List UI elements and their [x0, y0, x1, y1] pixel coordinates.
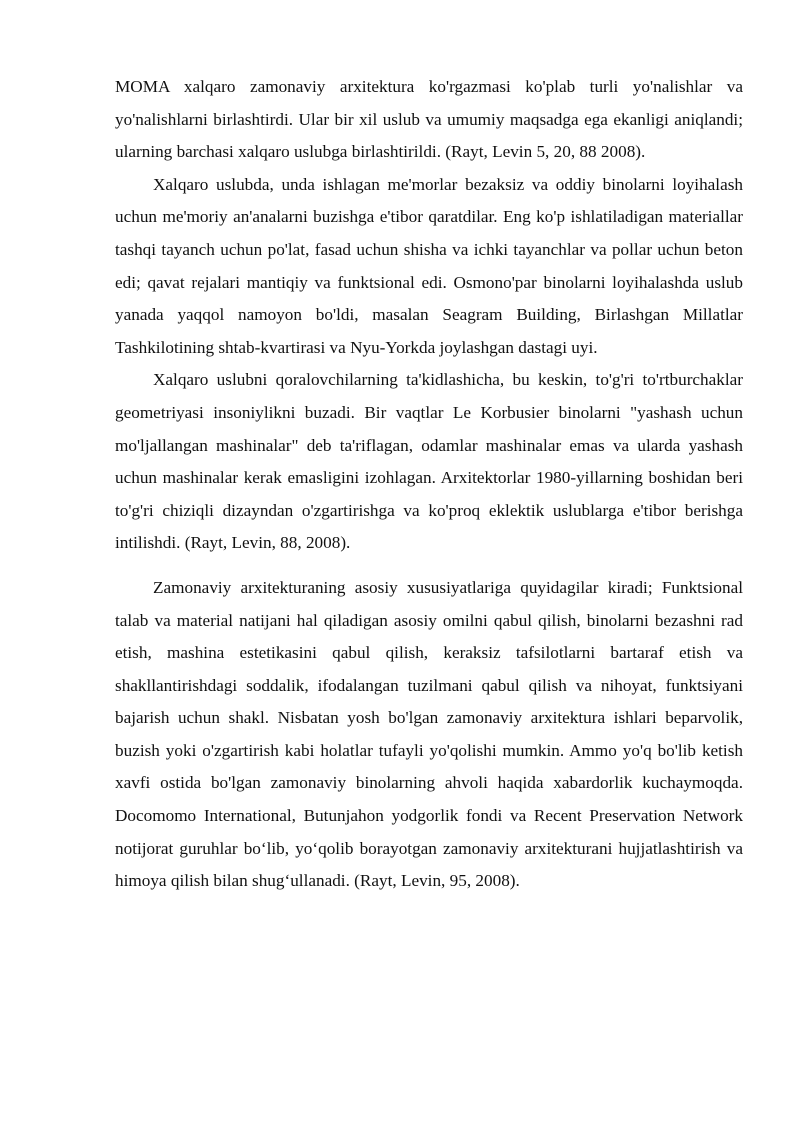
- paragraph-critics: Xalqaro uslubni qoralovchilarning ta'kidlashicha, bu keskin, to'g'ri to'rtburchaklar geometriyasi insoniylikni buzadi. Bir vaqtlar Le Korbusier binolarni "yashash uchun mo'ljallangan mashinalar" deb ta'riflagan, odamlar mashinalar emas va ularda yashash uchun mashinalar kerak emasligini izohlagan. Arxitektorlar 1980-yillarning boshidan beri to'g'ri chiziqli dizayndan o'zgartirishga va ko'proq eklektik uslublarga e'tibor berishga intilishdi. (Rayt, Levin, 88, 2008).: [115, 370, 743, 553]
- paragraph-modern-features: Zamonaviy arxitekturaning asosiy xususiyatlariga quyidagilar kiradi; Funktsional talab va material natijani hal qiladigan asosiy omilni qabul qilish, binolarni bezashni rad etish, mashina estetikasini qabul qilish, keraksiz tafsilotlarni bartaraf etish va shakllantirishdagi soddalik, ifodalangan tuzilmani qabul qilish va nihoyat, funktsiyani bajarish uchun shakl. Nisbatan yosh bo'lgan zamonaviy arxitektura ishlari beparvolik, buzish yoki o'zgartirish kabi holatlar tufayli yo'qolishi mumkin. Ammo yo'q bo'lib ketish xavfi ostida bo'lgan zamonaviy binolarning ahvoli haqida xabardorlik kuchaymoqda. Docomomo International, Butunjahon yodgorlik fondi va Recent Preservation Network notijorat guruhlar bo‘lib, yo‘qolib borayotgan zamonaviy arxitekturani hujjatlashtirish va himoya qilish bilan shug‘ullanadi. (Rayt, Levin, 95, 2008).: [115, 577, 743, 891]
- document-page: [115, 71, 743, 898]
- paragraph-international-style: Xalqaro uslubda, unda ishlagan me'morlar bezaksiz va oddiy binolarni loyihalash uchun me'moriy an'analarni buzishga e'tibor qaratdilar. Eng ko'p ishlatiladigan materiallar tashqi tayanch uchun po'lat, fasad uchun shisha va ichki tayanchlar va pollar uchun beton edi; qavat rejalari mantiqiy va funktsional edi. Osmono'par binolarni loyihalashda uslub yanada yaqqol namoyon bo'ldi, masalan Seagram Building, Birlashgan Millatlar Tashkilotining shtab-kvartirasi va Nyu-Yorkda joylashgan dastagi uyi.: [115, 174, 743, 357]
- paragraph-moma-exhibition: MOMA xalqaro zamonaviy arxitektura ko'rgazmasi ko'plab turli yo'nalishlar va yo'nalishlarni birlashtirdi. Ular bir xil uslub va umumiy maqsadga ega ekanligi aniqlandi; ularning barchasi xalqaro uslubga birlashtirildi. (Rayt, Levin 5, 20, 88 2008).: [115, 77, 743, 162]
